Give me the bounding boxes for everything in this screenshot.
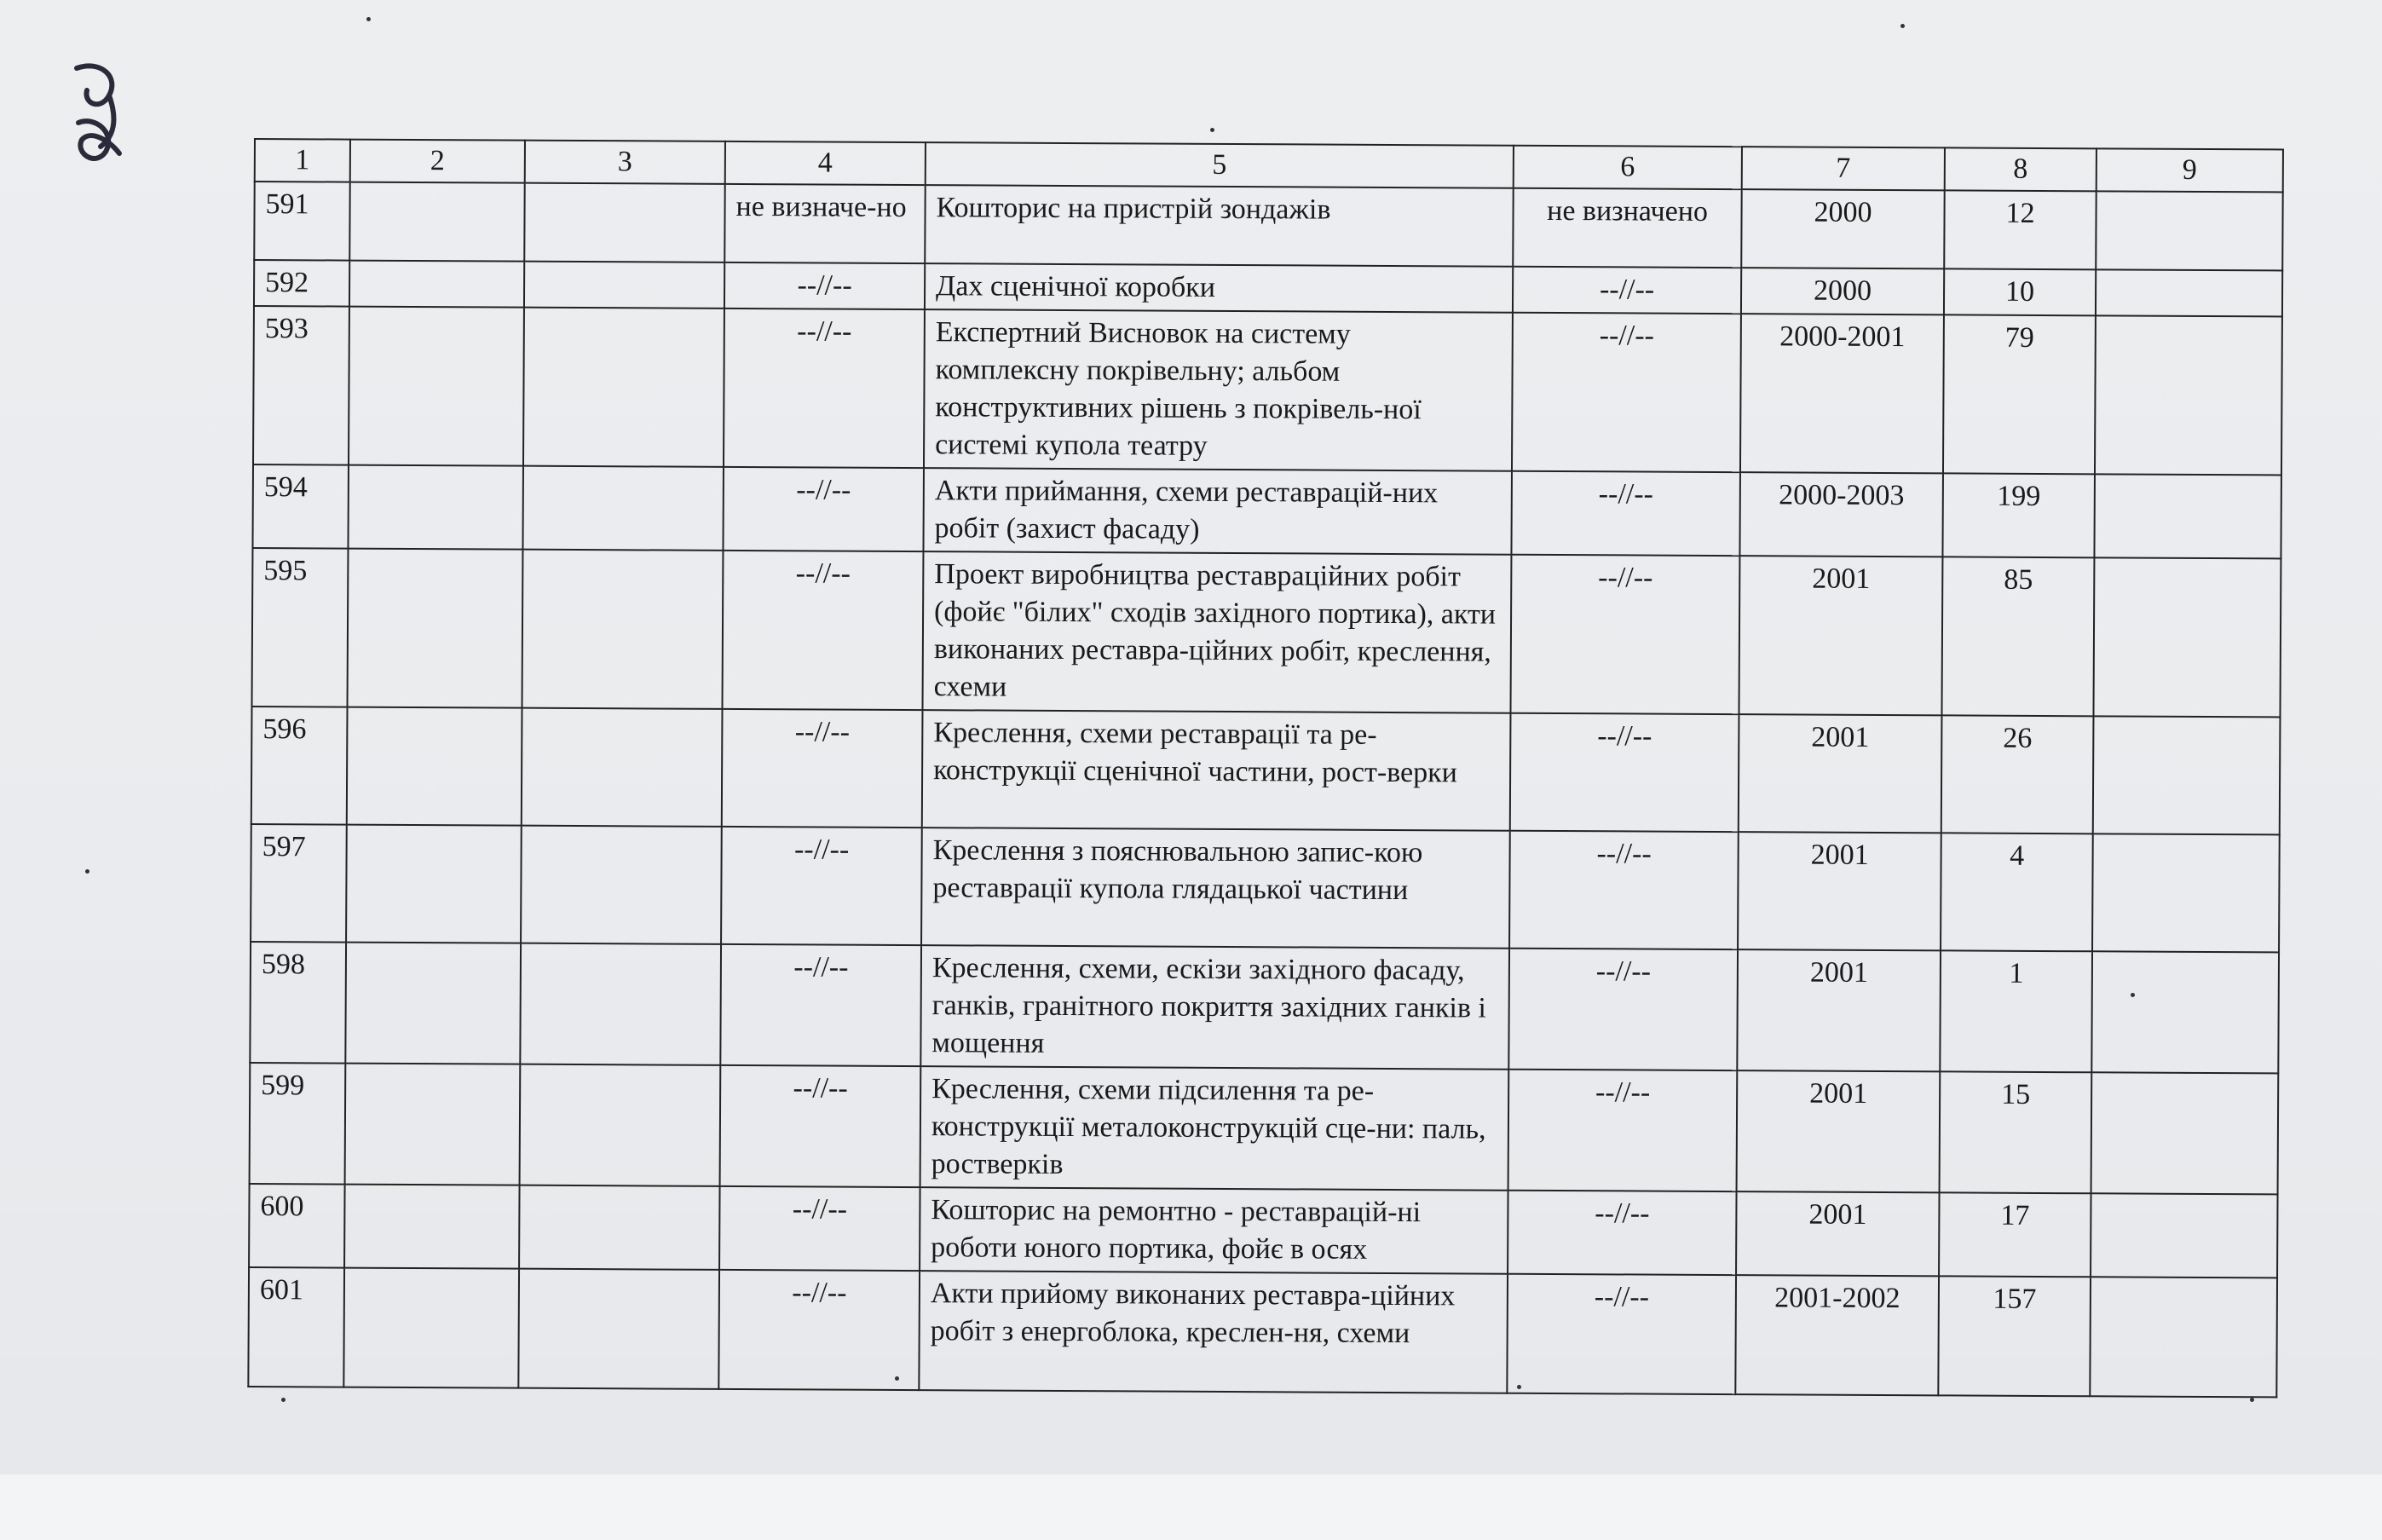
table-row (253, 306, 2282, 475)
record-title: Креслення, схеми підсилення та ре-конструкції металоконструкцій сце-ни: паль, ростверків (920, 1066, 1509, 1191)
empty-cell (349, 261, 524, 308)
empty-cell (348, 465, 523, 550)
scan-speck (1517, 1385, 1521, 1389)
column-number: 1 (255, 139, 350, 182)
scan-speck (895, 1376, 899, 1381)
record-number: 599 (250, 1063, 346, 1185)
year: 2001-2002 (1735, 1275, 1939, 1395)
year: 2000-2001 (1740, 314, 1944, 473)
empty-cell (2096, 269, 2282, 316)
table-row (249, 1184, 2277, 1278)
scan-speck (366, 17, 371, 21)
sheet-count: 12 (1944, 190, 2096, 269)
empty-cell (2090, 1277, 2277, 1397)
empty-cell (2091, 1193, 2278, 1278)
extent: не визначено (1513, 188, 1741, 268)
empty-cell (2092, 833, 2280, 952)
empty-cell (346, 825, 522, 943)
column-number: 2 (350, 140, 525, 183)
scan-speck (2250, 1398, 2254, 1402)
scan-speck (1210, 128, 1214, 132)
table-row (251, 707, 2281, 834)
empty-cell (2093, 716, 2281, 834)
table-row (251, 824, 2280, 952)
sheet-count: 10 (1944, 268, 2096, 315)
record-number: 597 (251, 824, 347, 943)
extent: --//-- (1507, 1274, 1736, 1394)
date-status: не визначе-но (724, 184, 925, 263)
empty-cell (347, 707, 522, 826)
scan-speck (1900, 24, 1905, 28)
sheet-count: 26 (1941, 715, 2094, 833)
empty-cell (518, 1269, 719, 1389)
extent: --//-- (1512, 313, 1741, 472)
empty-cell (2095, 315, 2282, 475)
empty-cell (2093, 557, 2281, 717)
year: 2000-2003 (1739, 472, 1943, 557)
scan-speck (281, 1398, 285, 1402)
empty-cell (2091, 1072, 2279, 1194)
record-number: 593 (253, 306, 349, 465)
empty-cell (344, 1185, 520, 1269)
record-number: 594 (252, 464, 349, 549)
date-status: --//-- (721, 827, 922, 945)
extent: --//-- (1510, 713, 1739, 832)
column-number: 3 (525, 141, 725, 184)
record-title: Проект виробництва реставраційних робіт (фойє "білих" сходів західного портика), акти виконаних реставра-ційних робіт, креслення, схеми (922, 551, 1511, 713)
date-status: --//-- (724, 262, 925, 309)
year: 2001 (1739, 714, 1942, 833)
record-number: 600 (249, 1184, 345, 1268)
year: 2000 (1741, 189, 1944, 268)
sheet-count: 79 (1943, 314, 2096, 474)
empty-cell (2094, 474, 2281, 558)
empty-cell (522, 708, 723, 827)
record-title: Акти прийому виконаних реставра-ційних робіт з енергоблока, креслен-ня, схеми (919, 1271, 1508, 1393)
year: 2001 (1737, 949, 1941, 1071)
empty-cell (524, 262, 724, 309)
empty-cell (523, 308, 724, 467)
record-title: Креслення, схеми реставрації та ре-конструкції сценічної частини, рост-верки (922, 710, 1511, 831)
date-status: --//-- (723, 551, 924, 710)
column-number: 8 (1945, 147, 2097, 191)
sheet-count: 157 (1938, 1276, 2091, 1396)
column-number: 6 (1514, 146, 1742, 189)
extent: --//-- (1508, 949, 1738, 1070)
sheet-count: 199 (1942, 473, 2095, 557)
table-row (254, 182, 2282, 270)
date-status: --//-- (720, 944, 921, 1066)
table-row (250, 942, 2279, 1073)
table-row (250, 1063, 2279, 1194)
extent: --//-- (1509, 831, 1739, 949)
sheet-count: 4 (1941, 833, 2093, 951)
empty-cell (2091, 951, 2279, 1073)
record-number: 601 (248, 1267, 344, 1387)
column-number: 7 (1742, 147, 1945, 190)
extent: --//-- (1510, 555, 1739, 714)
record-title: Експертний Висновок на систему комплексну покрівельну; альбом конструктивних рішень з покрівель-ної системі купола театру (924, 309, 1513, 471)
sheet-count: 85 (1941, 557, 2094, 716)
archive-register-table (247, 138, 2284, 1398)
sheet-count: 17 (1939, 1192, 2091, 1277)
year: 2001 (1736, 1191, 1940, 1276)
date-status: --//-- (724, 309, 925, 468)
year: 2001 (1737, 1070, 1941, 1192)
empty-cell (345, 943, 521, 1064)
empty-cell (349, 307, 524, 466)
date-status: --//-- (723, 467, 924, 551)
column-number: 5 (926, 142, 1514, 188)
record-title: Кошторис на ремонтно - реставрацій-ні роботи юного портика, фойє в осях (920, 1187, 1508, 1274)
empty-cell (522, 550, 724, 709)
record-title: Акти приймання, схеми реставрацій-них робіт (захист фасаду) (923, 468, 1512, 555)
empty-cell (343, 1268, 519, 1388)
empty-cell (2096, 191, 2282, 270)
year: 2001 (1738, 832, 1941, 950)
date-status: --//-- (719, 1186, 920, 1271)
date-status: --//-- (722, 709, 923, 828)
extent: --//-- (1508, 1070, 1738, 1191)
empty-cell (349, 182, 524, 262)
record-title: Креслення, схеми, ескізи західного фасаду, ганків, гранітного покриття західних ганків і мощення (920, 945, 1509, 1070)
record-number: 596 (251, 707, 348, 825)
empty-cell (348, 549, 523, 708)
year: 2000 (1741, 268, 1944, 314)
date-status: --//-- (718, 1270, 920, 1390)
extent: --//-- (1513, 267, 1741, 314)
record-title: Кошторис на пристрій зондажів (925, 185, 1513, 267)
empty-cell (345, 1064, 521, 1185)
empty-cell (522, 466, 724, 551)
extent: --//-- (1508, 1191, 1737, 1275)
year: 2001 (1739, 556, 1942, 715)
scan-speck (85, 869, 89, 874)
empty-cell (520, 1064, 721, 1186)
record-number: 592 (254, 260, 349, 307)
handwritten-page-number (66, 51, 135, 170)
record-number: 595 (252, 548, 349, 707)
empty-cell (521, 826, 722, 944)
extent: --//-- (1511, 471, 1740, 556)
record-number: 598 (250, 942, 346, 1064)
record-title: Креслення з пояснювальною запис-кою реставрації купола глядацької частини (921, 828, 1510, 949)
date-status: --//-- (720, 1065, 921, 1187)
sheet-count: 1 (1940, 950, 2092, 1072)
scan-speck (2131, 993, 2135, 997)
table-row (252, 548, 2281, 717)
record-title: Дах сценічної коробки (925, 263, 1513, 313)
scanner-background (0, 1474, 2382, 1540)
column-number: 9 (2097, 148, 2283, 192)
table-row (252, 464, 2281, 558)
empty-cell (524, 183, 724, 262)
empty-cell (520, 943, 721, 1065)
column-number: 4 (725, 141, 926, 185)
record-number: 591 (254, 182, 349, 261)
empty-cell (519, 1185, 720, 1270)
sheet-count: 15 (1940, 1071, 2092, 1193)
table-row (248, 1267, 2277, 1397)
